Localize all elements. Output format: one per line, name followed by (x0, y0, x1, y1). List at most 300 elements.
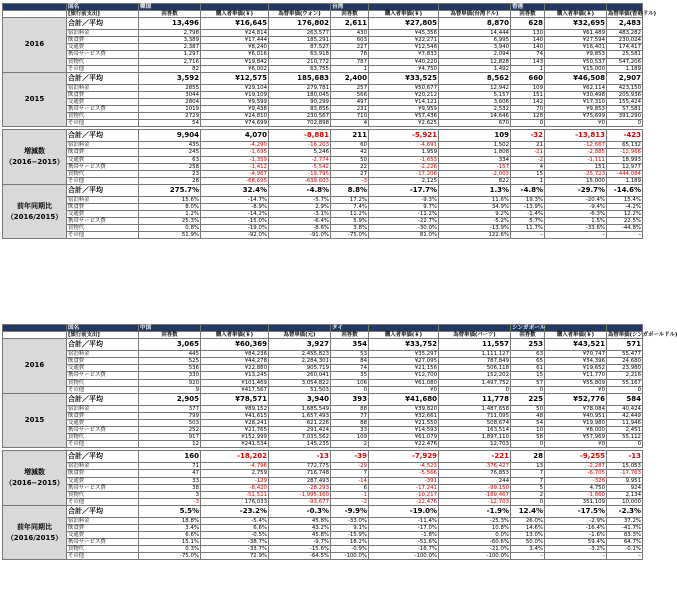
data-cell: 7 (331, 470, 369, 477)
table-row (3, 225, 643, 232)
data-cell: 2,483 (607, 18, 643, 30)
data-cell: -1,695 (201, 149, 269, 156)
data-cell: -20.4% (545, 196, 607, 203)
data-cell: 1.2% (139, 211, 201, 218)
data-cell: ¥41,615 (201, 412, 269, 419)
country-header-cell: 香港 (511, 4, 545, 11)
data-cell: 2,216 (607, 372, 643, 379)
data-cell: ¥16,401 (545, 44, 607, 51)
data-cell: ¥2,625 (369, 120, 439, 127)
data-cell: 9,904 (139, 130, 201, 142)
row-label: 飲食費 (67, 412, 139, 419)
data-cell: 6.6% (139, 532, 201, 539)
column-header-cell: 購入者単価(￥) (369, 332, 439, 339)
data-cell: 5,246 (269, 149, 331, 156)
data-cell: – (545, 232, 607, 239)
data-cell: 50 (331, 156, 369, 163)
data-cell: -4.8% (269, 184, 331, 196)
data-cell: 14.6% (511, 524, 545, 531)
data-cell: 3.4% (139, 524, 201, 531)
row-label: 合計／平均 (67, 339, 139, 351)
data-cell: -9.9% (331, 505, 369, 517)
row-label: 携帯サービス費 (67, 163, 139, 170)
data-cell: ¥24,814 (201, 30, 269, 37)
data-cell: 2,907 (607, 72, 643, 84)
data-cell: 151 (545, 163, 607, 170)
data-cell: 5 (511, 484, 545, 491)
data-cell: 4,750 (545, 484, 607, 491)
data-cell: ¥20,212 (369, 91, 439, 98)
table-row (3, 351, 643, 358)
country-header-cell (201, 325, 269, 332)
data-cell: 210,772 (269, 58, 331, 65)
data-cell: 18,993 (607, 156, 643, 163)
data-cell: 13.0% (511, 532, 545, 539)
column-header-cell: 回答数 (331, 332, 369, 339)
data-cell: ¥62,114 (545, 84, 607, 91)
table-row (3, 196, 643, 203)
data-cell: – (511, 553, 545, 560)
data-cell: 82 (139, 65, 201, 72)
data-cell: 7 (511, 470, 545, 477)
data-cell: 710 (331, 113, 369, 120)
data-cell: 63,755 (269, 65, 331, 72)
data-cell: 15,000 (545, 177, 607, 184)
data-cell: ¥57,969 (545, 434, 607, 441)
data-cell: 0 (511, 386, 545, 393)
data-cell: 0 (607, 441, 643, 448)
data-cell: ¥0 (545, 120, 607, 127)
data-cell: 508,674 (439, 419, 511, 426)
data-cell: 106 (331, 379, 369, 386)
data-cell: 45.8% (269, 517, 331, 524)
data-cell: -376,427 (439, 463, 511, 470)
data-cell: 252 (139, 427, 201, 434)
data-cell: -13.9% (439, 225, 511, 232)
data-cell: ¥14,593 (369, 427, 439, 434)
row-label: 交通費 (67, 156, 139, 163)
data-cell: 917 (139, 434, 201, 441)
data-cell: 1019 (139, 106, 201, 113)
data-cell: -29.7% (545, 184, 607, 196)
data-cell: 12,977 (607, 163, 643, 170)
data-cell: -5.4% (201, 517, 269, 524)
data-cell: -2.9% (545, 517, 607, 524)
data-cell: -21.0% (439, 546, 511, 553)
data-cell: -221 (439, 451, 511, 463)
data-cell: 2,284,301 (269, 358, 331, 365)
data-cell: 152,202 (439, 372, 511, 379)
data-cell: 54 (511, 419, 545, 426)
data-cell: 55,112 (607, 434, 643, 441)
table-row (3, 177, 643, 184)
data-cell: -5,566 (369, 470, 439, 477)
data-cell: -11.2% (369, 211, 439, 218)
data-cell: ¥75,699 (545, 113, 607, 120)
data-cell: 155,424 (607, 98, 643, 105)
data-cell: -16.4% (545, 524, 607, 531)
data-cell: 9.1% (331, 524, 369, 531)
data-cell: 63 (139, 156, 201, 163)
table-row (3, 524, 643, 531)
data-cell: 1,487,658 (439, 405, 511, 412)
data-cell: ¥28,241 (201, 419, 269, 426)
data-cell: -17.0% (369, 524, 439, 531)
data-cell: 1,497,752 (439, 379, 511, 386)
row-label: 携帯サービス費 (67, 51, 139, 58)
data-cell: ¥6,016 (201, 51, 269, 58)
row-label: 飲食費 (67, 203, 139, 210)
data-cell: -17,241 (369, 484, 439, 491)
data-cell: -92.0% (201, 232, 269, 239)
table-row (3, 65, 643, 72)
country-header-cell (545, 325, 607, 332)
data-cell: 47 (139, 470, 201, 477)
column-header-cell: 購入者単価(￥) (545, 332, 607, 339)
row-label: 交通費 (67, 365, 139, 372)
country-header-cell (201, 4, 269, 11)
data-cell: 354 (331, 339, 369, 351)
data-cell: -6,705 (545, 470, 607, 477)
country-header-cell (545, 4, 607, 11)
country-header-cell (369, 4, 439, 11)
table-row (3, 412, 643, 419)
data-cell: -328 (545, 477, 607, 484)
data-cell: 9.2% (439, 211, 511, 218)
data-cell: -2 (331, 498, 369, 505)
data-cell: 15.4% (607, 196, 643, 203)
data-cell: 21 (511, 142, 545, 149)
data-cell: 40,424 (607, 405, 643, 412)
data-cell: 55,167 (607, 379, 643, 386)
data-cell: 28 (139, 177, 201, 184)
data-cell: -1.9% (439, 505, 511, 517)
data-cell: 12,828 (439, 58, 511, 65)
data-cell: -93,677 (269, 498, 331, 505)
data-cell: 4 (331, 120, 369, 127)
country-header-cell: シンガポール (512, 325, 546, 331)
data-cell: 35 (331, 372, 369, 379)
data-cell: -13,813 (545, 130, 607, 142)
data-cell: -25.3% (439, 517, 511, 524)
data-cell: -1.4% (511, 211, 545, 218)
data-cell: -12,703 (439, 498, 511, 505)
period-label: 2016 (3, 18, 67, 73)
data-cell: -64.5% (269, 553, 331, 560)
total-row (3, 184, 643, 196)
data-cell: -13.9% (511, 203, 545, 210)
data-cell: 2804 (139, 98, 201, 105)
data-cell: -4,796 (201, 463, 269, 470)
data-cell: 0 (511, 120, 545, 127)
data-cell: 0 (607, 386, 643, 393)
data-cell: 799 (139, 412, 201, 419)
data-cell: 23,980 (607, 365, 643, 372)
data-cell: 176,033 (201, 498, 269, 505)
data-cell: 2 (331, 441, 369, 448)
table-row (3, 98, 643, 105)
data-cell: 140 (511, 44, 545, 51)
data-cell: -18,202 (201, 451, 269, 463)
corner-cell (3, 4, 67, 11)
data-cell: 71 (139, 463, 201, 470)
row-label: 交通費 (67, 419, 139, 426)
data-cell: 17.2% (331, 196, 369, 203)
country-header-cell: タイ (331, 325, 369, 332)
data-cell: 57,581 (607, 106, 643, 113)
data-cell: 2,455,823 (269, 351, 331, 358)
column-header-cell: 回答数 (139, 11, 201, 18)
data-cell: 42,449 (607, 412, 643, 419)
data-cell: 0.8% (139, 225, 201, 232)
data-cell: -14.7% (201, 196, 269, 203)
data-cell: -423 (607, 130, 643, 142)
data-cell: 90,299 (269, 98, 331, 105)
data-cell: 245 (139, 149, 201, 156)
data-cell: 483,282 (607, 30, 643, 37)
row-label: 飲食費 (67, 524, 139, 531)
data-cell: 1,897,110 (439, 434, 511, 441)
table-row (3, 419, 643, 426)
column-header-cell: 為替単価(香港ドル) (608, 11, 657, 18)
row-label: 買物代 (67, 546, 139, 553)
period-label: 2015 (3, 72, 67, 127)
data-cell: 13 (511, 463, 545, 470)
data-cell: 15,053 (607, 463, 643, 470)
data-cell: -639,603 (269, 177, 331, 184)
data-cell: 109 (511, 84, 545, 91)
data-cell: 4,070 (201, 130, 269, 142)
table-row (3, 484, 643, 491)
table-row (3, 37, 643, 44)
row-label: 飲食費 (67, 91, 139, 98)
data-cell: -60.6% (439, 539, 511, 546)
data-cell: -0.9% (331, 546, 369, 553)
data-cell: ¥70,747 (545, 351, 607, 358)
row-label: 携帯サービス費 (67, 539, 139, 546)
data-cell: – (607, 232, 643, 239)
top-spending-table (2, 3, 657, 239)
table-row (3, 427, 643, 434)
data-cell: 1,189 (607, 65, 643, 72)
table-row (3, 84, 643, 91)
data-cell: -2,287 (545, 463, 607, 470)
data-cell: -5,921 (369, 130, 439, 142)
row-label: その他 (67, 232, 139, 239)
data-cell: 18.2% (331, 539, 369, 546)
data-cell: ¥74,699 (201, 120, 269, 127)
data-cell: 822 (439, 177, 511, 184)
data-cell: -8,420 (201, 484, 269, 491)
row-label: 合計／平均 (67, 393, 139, 405)
data-cell: 12.4% (511, 505, 545, 517)
row-label: 携帯サービス費 (67, 484, 139, 491)
data-cell: ¥44,278 (201, 358, 269, 365)
data-cell: 377 (139, 405, 201, 412)
data-cell: ¥50,537 (545, 58, 607, 65)
data-cell: -51,521 (201, 491, 269, 498)
data-cell: 14,646 (439, 113, 511, 120)
data-cell: 275.7% (139, 184, 201, 196)
data-cell: -100.0% (369, 553, 439, 560)
data-cell: ¥61,080 (369, 379, 439, 386)
total-row (3, 505, 643, 517)
period-label: 前年同期比（2016/2015） (3, 184, 67, 239)
country-header-cell (439, 4, 511, 11)
data-cell: 4 (511, 163, 545, 170)
data-cell: -38.7% (201, 539, 269, 546)
data-cell: 2,451 (607, 427, 643, 434)
data-cell: 14,444 (439, 30, 511, 37)
data-cell: 63,918 (269, 51, 331, 58)
data-cell: -91.0% (269, 232, 331, 239)
data-cell: 3,940 (269, 393, 331, 405)
data-cell: ¥21,765 (201, 427, 269, 434)
country-header-cell: 韓国 (139, 4, 201, 11)
data-cell: 22 (331, 163, 369, 170)
data-cell: 702,898 (269, 120, 331, 127)
table-row (3, 170, 643, 177)
data-cell: 50.0% (511, 539, 545, 546)
data-cell: ¥12,700 (369, 372, 439, 379)
data-cell: 227 (331, 44, 369, 51)
data-cell: -9.7% (269, 539, 331, 546)
data-cell: ¥21,550 (369, 419, 439, 426)
period-label: 増減数（2016−2015） (3, 451, 67, 506)
data-cell: -9.3% (369, 196, 439, 203)
row-label: 宿泊料金 (67, 405, 139, 412)
country-header-cell (607, 325, 643, 332)
data-cell: 32.4% (201, 184, 269, 196)
data-cell: ¥33,752 (369, 339, 439, 351)
row-label: 買物代 (67, 58, 139, 65)
country-header-cell (269, 4, 331, 11)
row-label: 宿泊料金 (67, 84, 139, 91)
data-cell: ¥57,436 (369, 113, 439, 120)
data-cell: -2,774 (269, 156, 331, 163)
data-cell: 55,477 (607, 351, 643, 358)
row-label: 買物代 (67, 225, 139, 232)
bottom-spending-table (2, 324, 677, 560)
data-cell: 3.4% (511, 546, 545, 553)
data-cell: ¥12,546 (369, 44, 439, 51)
data-cell: ¥34,396 (545, 358, 607, 365)
table-row (3, 441, 643, 448)
data-cell: ¥22,271 (369, 37, 439, 44)
data-cell: ¥11,770 (545, 372, 607, 379)
data-cell: 547,206 (607, 58, 643, 65)
row-label: 交通費 (67, 44, 139, 51)
data-cell: -75.0% (139, 553, 201, 560)
data-cell: -16.7% (369, 546, 439, 553)
data-cell: 0.0% (439, 532, 511, 539)
data-cell: 3,927 (269, 339, 331, 351)
data-cell: -33.7% (201, 546, 269, 553)
data-cell: -41.7% (607, 524, 643, 531)
data-cell: 260,041 (269, 372, 331, 379)
data-cell: 291,424 (269, 427, 331, 434)
data-cell: -1,412 (201, 163, 269, 170)
corner-cell (3, 325, 67, 332)
data-cell: 1,959 (369, 149, 439, 156)
country-header-cell: 台湾 (331, 4, 369, 11)
data-cell: 0.3% (139, 546, 201, 553)
table-row (3, 58, 643, 65)
data-cell: -3.2% (545, 546, 607, 553)
data-cell: 435 (139, 142, 201, 149)
data-cell: 8,562 (439, 72, 511, 84)
data-cell: -12,966 (607, 149, 643, 156)
row-label: その他 (67, 386, 139, 393)
table-row (3, 477, 643, 484)
data-cell: 1,502 (439, 142, 511, 149)
row-label: その他 (67, 177, 139, 184)
data-cell: ¥84,236 (201, 351, 269, 358)
data-cell: 83,856 (269, 106, 331, 113)
table-row (3, 386, 643, 393)
country-header-cell: 中国 (139, 325, 201, 332)
data-cell: ¥6,002 (201, 65, 269, 72)
column-header-cell: [旅行前支出] (67, 332, 139, 339)
data-cell: 3.8% (331, 225, 369, 232)
data-cell: 279,781 (269, 84, 331, 91)
data-cell: ¥4,750 (369, 65, 439, 72)
data-cell: -13 (607, 451, 643, 463)
data-cell: 53 (331, 351, 369, 358)
row-label: 合計／平均 (67, 72, 139, 84)
data-cell: 42 (331, 149, 369, 156)
data-cell: 1,189 (607, 177, 643, 184)
data-cell: 3044 (139, 91, 201, 98)
data-cell: 2855 (139, 84, 201, 91)
period-label: 前年同期比（2016/2015） (3, 505, 67, 560)
row-label: 交通費 (67, 211, 139, 218)
data-cell: 1.5% (545, 218, 607, 225)
data-cell: 430 (331, 30, 369, 37)
data-cell: 244 (439, 477, 511, 484)
data-cell: 74 (511, 51, 545, 58)
row-label: 宿泊料金 (67, 30, 139, 37)
column-header-cell: 為替単価(バーツ) (439, 332, 511, 339)
data-cell: -1 (331, 491, 369, 498)
data-cell: -39 (331, 451, 369, 463)
table-row (3, 218, 643, 225)
data-cell: 2,759 (201, 470, 269, 477)
total-row (3, 130, 643, 142)
data-cell: ¥40,220 (369, 58, 439, 65)
data-cell: 15.1% (139, 539, 201, 546)
data-cell: -100.0% (439, 553, 511, 560)
data-cell: 2,134 (607, 491, 643, 498)
row-label: 合計／平均 (67, 184, 139, 196)
data-cell: -21 (511, 149, 545, 156)
data-cell: ¥0 (369, 386, 439, 393)
data-cell: 142 (511, 98, 545, 105)
data-cell: 2,532 (439, 106, 511, 113)
total-row (3, 393, 643, 405)
data-cell: 13,496 (139, 18, 201, 30)
total-row (3, 339, 643, 351)
row-label: 宿泊料金 (67, 142, 139, 149)
data-cell: ¥8,240 (201, 44, 269, 51)
column-header-cell: 回答数 (139, 332, 201, 339)
data-cell: 1,111,127 (439, 351, 511, 358)
data-cell: -0.5% (201, 532, 269, 539)
data-cell: 151 (511, 91, 545, 98)
column-header-cell: 回答数 (511, 11, 545, 18)
data-cell: 211 (331, 130, 369, 142)
data-cell: 8.8% (331, 184, 369, 196)
